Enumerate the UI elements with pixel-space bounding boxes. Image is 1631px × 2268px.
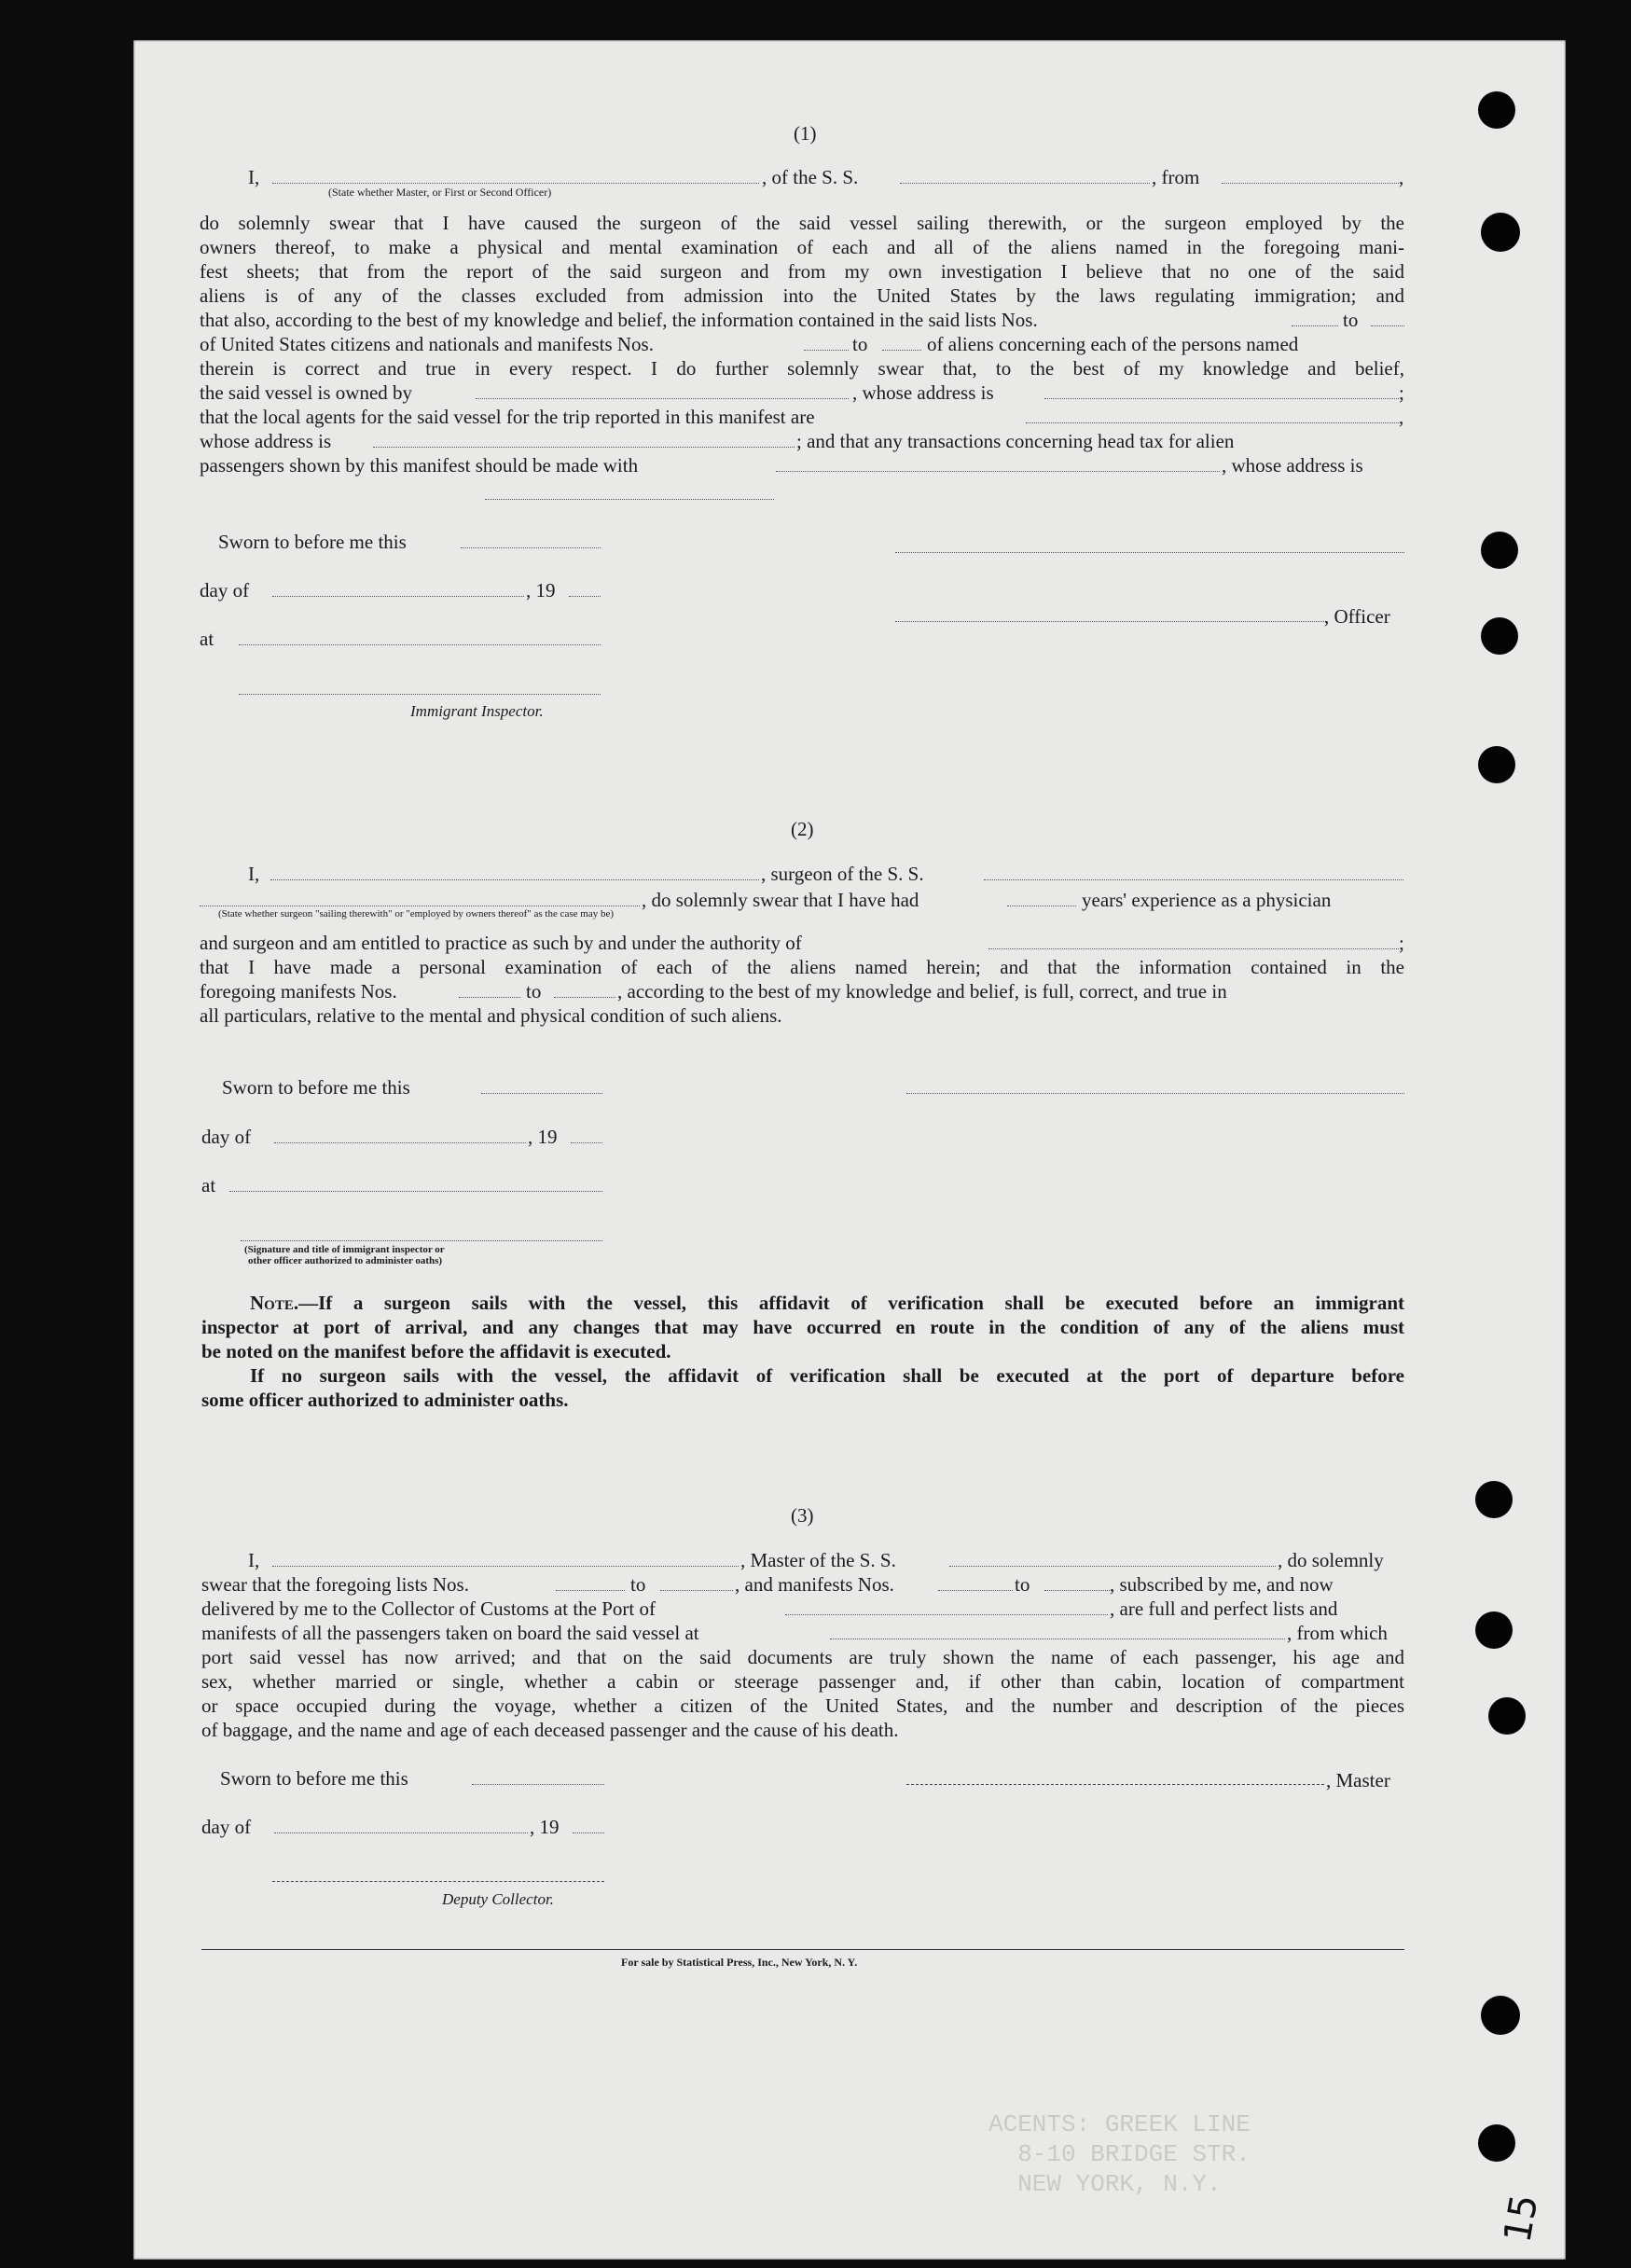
punch-hole	[1481, 617, 1518, 655]
page-number-handwritten: 15	[1496, 2191, 1547, 2247]
s3-master-label: , Master	[1326, 1769, 1390, 1791]
punch-hole	[1478, 746, 1515, 783]
s2-sign-caption-1: (Signature and title of immigrant inspector or	[244, 1244, 445, 1255]
punch-hole	[1478, 91, 1515, 129]
s1-sworn-label: Sworn to before me this	[218, 531, 407, 553]
s2-sign-caption-2: other officer authorized to administer oaths)	[248, 1255, 443, 1266]
punch-hole	[1475, 1481, 1513, 1518]
section-3-paragraph: port said vessel has now arrived; and that on the said documents are truly shown the name of each passenger, his age and sex, whether married or single, whether a cabin or steerage passenger and, if other than cabin, location of compartment or space occupied during the voyage, whether a citizen of the United States, and the number and description of the pieces	[201, 1646, 1404, 1717]
punch-hole	[1481, 532, 1518, 569]
s1-officer-caption: (State whether Master, or First or Second Officer)	[328, 186, 552, 199]
section-3-number: (3)	[791, 1504, 814, 1527]
s1-line1-from: , from	[1152, 166, 1200, 188]
section-1-paragraph: do solemnly swear that I have caused the surgeon of the said vessel sailing therewith, or the surgeon employed by the owners thereof, to make a physical and mental examination of each and all of the aliens named in the foregoing mani- fest sheets; that from the report of the said surgeon and from my own investigation I believe that no one of the said aliens is of any of the classes excluded from admission into the United States by the laws regulating immigration; and	[200, 212, 1404, 307]
footer-imprint: For sale by Statistical Press, Inc., New York, N. Y.	[621, 1956, 858, 1969]
punch-hole	[1481, 213, 1520, 252]
punch-hole	[1478, 2124, 1515, 2162]
s2-surgeon-caption: (State whether surgeon "sailing therewith" or "employed by owners thereof" as the case may be)	[218, 908, 615, 920]
punch-hole	[1488, 1697, 1526, 1735]
punch-hole	[1475, 1611, 1513, 1649]
note-paragraph: Note.—If a surgeon sails with the vessel, this affidavit of verification shall be executed before an immigrant inspector at port of arrival, and any changes that may have occurred en route in the condition of any of the aliens must	[201, 1292, 1404, 1338]
s1-line1-i: I,	[248, 166, 260, 188]
section-1-number: (1)	[794, 122, 817, 145]
s3-collector-caption: Deputy Collector.	[442, 1890, 554, 1908]
s1-line1-ofss: , of the S. S.	[762, 166, 859, 188]
s1-inspector-caption: Immigrant Inspector.	[410, 702, 544, 720]
agent-stamp: ACENTS: GREEK LINE 8-10 BRIDGE STR. NEW YORK, N.Y.	[988, 2110, 1251, 2198]
footer-rule	[201, 1949, 1404, 1950]
s1-officer-label: , Officer	[1324, 605, 1390, 628]
punch-hole	[1481, 1996, 1520, 2035]
section-2-number: (2)	[791, 818, 814, 840]
